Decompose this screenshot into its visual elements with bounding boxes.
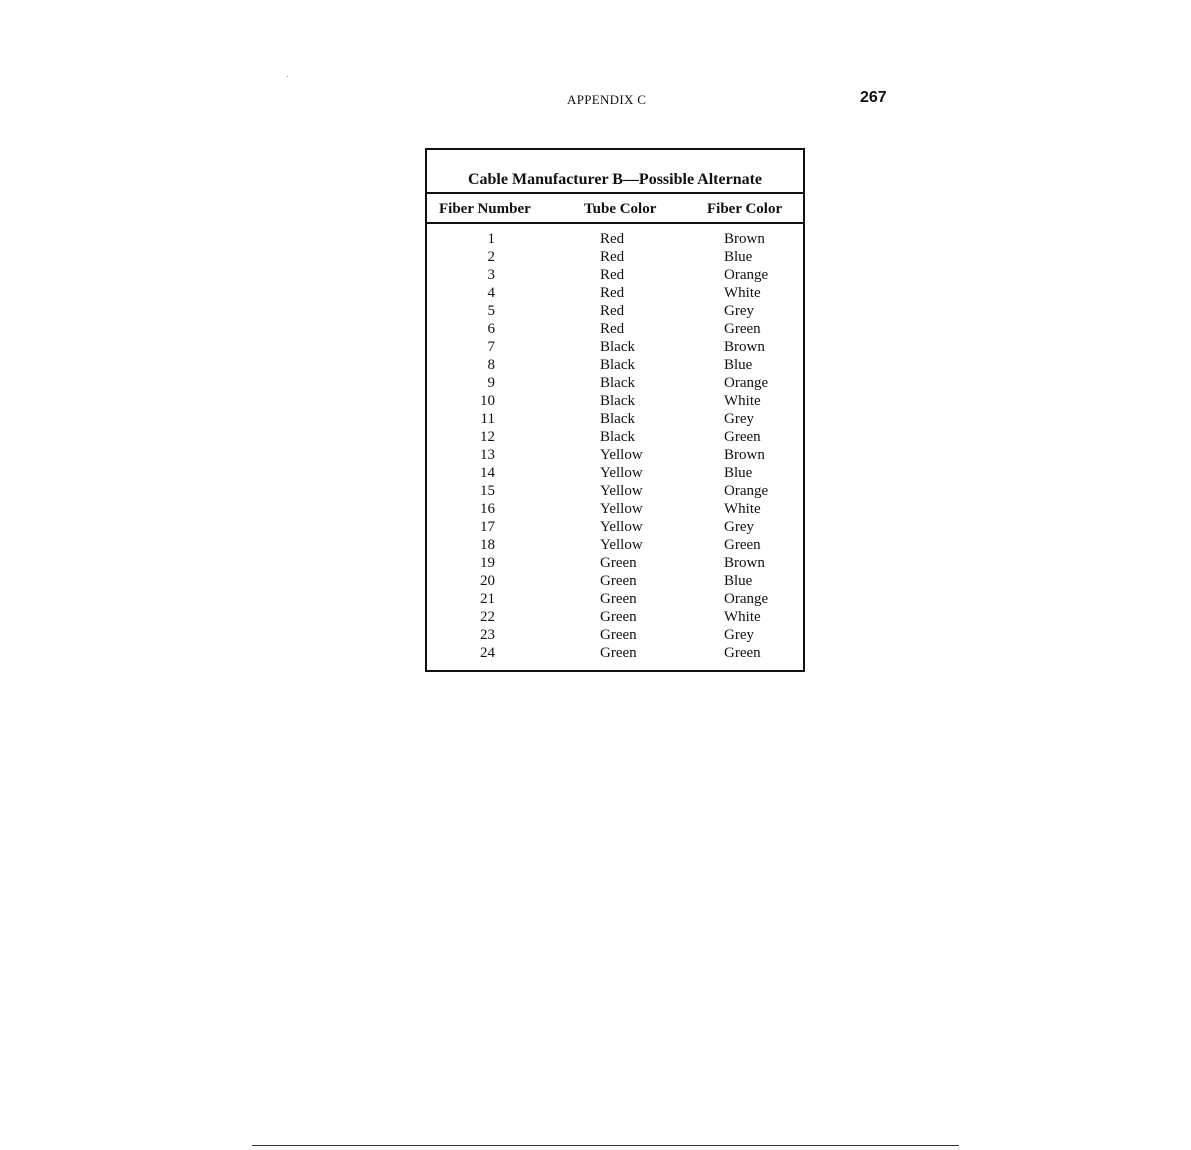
table-row xyxy=(427,446,803,464)
fiber-number-cell: 14 xyxy=(480,465,495,481)
tube-color-cell: Red xyxy=(600,231,625,247)
tube-color-cell: Red xyxy=(600,321,625,337)
table-row xyxy=(427,518,803,536)
table-row xyxy=(427,248,803,266)
table-header-rule xyxy=(427,222,803,224)
table-row xyxy=(427,626,803,644)
table-row xyxy=(427,284,803,302)
fiber-color-cell: Orange xyxy=(724,375,769,391)
fiber-number-cell: 2 xyxy=(487,249,495,265)
fiber-number-cell: 12 xyxy=(480,429,495,445)
fiber-number-cell: 22 xyxy=(480,609,495,625)
tube-color-cell: Green xyxy=(600,627,637,643)
table-title-rule xyxy=(427,192,803,194)
fiber-color-cell: Green xyxy=(724,321,761,337)
tube-color-cell: Yellow xyxy=(600,447,643,463)
page-bottom-rule xyxy=(252,1145,959,1146)
table-row xyxy=(427,608,803,626)
fiber-number-cell: 18 xyxy=(480,537,495,553)
fiber-number-cell: 5 xyxy=(487,303,495,319)
table-row xyxy=(427,464,803,482)
fiber-color-cell: Grey xyxy=(724,303,754,319)
fiber-number-cell: 10 xyxy=(480,393,495,409)
tube-color-cell: Yellow xyxy=(600,465,643,481)
tube-color-cell: Yellow xyxy=(600,483,643,499)
fiber-color-cell: Brown xyxy=(724,339,765,355)
fiber-color-cell: Blue xyxy=(724,465,753,481)
table-row xyxy=(427,554,803,572)
fiber-number-cell: 16 xyxy=(480,501,495,517)
table-row xyxy=(427,410,803,428)
fiber-number-cell: 11 xyxy=(480,411,495,427)
tube-color-cell: Green xyxy=(600,645,637,661)
fiber-number-cell: 23 xyxy=(480,627,495,643)
table-row xyxy=(427,356,803,374)
fiber-number-cell: 15 xyxy=(480,483,495,499)
fiber-color-cell: White xyxy=(724,285,761,301)
page-number: 267 xyxy=(860,89,887,106)
table-row xyxy=(427,482,803,500)
fiber-color-cell: Blue xyxy=(724,357,753,373)
tube-color-cell: Yellow xyxy=(600,537,643,553)
table-row xyxy=(427,500,803,518)
table-row xyxy=(427,320,803,338)
tube-color-cell: Black xyxy=(600,411,635,427)
column-header-fiber-color: Fiber Color xyxy=(707,201,783,217)
fiber-color-cell: Orange xyxy=(724,483,769,499)
table-row xyxy=(427,644,803,662)
fiber-number-cell: 6 xyxy=(487,321,495,337)
table-row xyxy=(427,428,803,446)
tube-color-cell: Green xyxy=(600,591,637,607)
table-title: Cable Manufacturer B—Possible Alternate xyxy=(467,171,763,188)
tube-color-cell: Yellow xyxy=(600,501,643,517)
fiber-color-cell: Brown xyxy=(724,447,765,463)
table-row xyxy=(427,590,803,608)
tube-color-cell: Red xyxy=(600,249,625,265)
fiber-color-cell: Brown xyxy=(724,555,765,571)
fiber-number-cell: 7 xyxy=(487,339,495,355)
tube-color-cell: Red xyxy=(600,285,625,301)
fiber-color-cell: Grey xyxy=(724,519,754,535)
fiber-color-cell: Orange xyxy=(724,591,769,607)
fiber-number-cell: 24 xyxy=(480,645,495,661)
tube-color-cell: Green xyxy=(600,609,637,625)
fiber-number-cell: 4 xyxy=(487,285,495,301)
fiber-number-cell: 19 xyxy=(480,555,495,571)
fiber-color-cell: Blue xyxy=(724,249,753,265)
tube-color-cell: Black xyxy=(600,357,635,373)
tube-color-cell: Black xyxy=(600,339,635,355)
column-header-tube-color: Tube Color xyxy=(584,201,657,217)
fiber-color-table xyxy=(425,148,805,672)
table-row xyxy=(427,266,803,284)
fiber-color-cell: Blue xyxy=(724,573,753,589)
table-row xyxy=(427,572,803,590)
table-row xyxy=(427,536,803,554)
table-body xyxy=(427,230,803,662)
fiber-color-cell: White xyxy=(724,393,761,409)
fiber-number-cell: 20 xyxy=(480,573,495,589)
scan-speck xyxy=(287,76,288,77)
fiber-number-cell: 1 xyxy=(487,231,495,247)
fiber-number-cell: 8 xyxy=(487,357,495,373)
fiber-number-cell: 21 xyxy=(480,591,495,607)
table-row xyxy=(427,230,803,248)
fiber-color-cell: Green xyxy=(724,645,761,661)
fiber-color-cell: Green xyxy=(724,429,761,445)
fiber-number-cell: 13 xyxy=(480,447,495,463)
fiber-number-cell: 17 xyxy=(480,519,495,535)
fiber-number-cell: 9 xyxy=(487,375,495,391)
fiber-color-cell: Green xyxy=(724,537,761,553)
table-row xyxy=(427,338,803,356)
tube-color-cell: Black xyxy=(600,375,635,391)
tube-color-cell: Green xyxy=(600,573,637,589)
fiber-color-cell: Brown xyxy=(724,231,765,247)
fiber-color-cell: White xyxy=(724,609,761,625)
tube-color-cell: Red xyxy=(600,267,625,283)
fiber-color-cell: Grey xyxy=(724,627,754,643)
tube-color-cell: Black xyxy=(600,393,635,409)
tube-color-cell: Green xyxy=(600,555,637,571)
fiber-color-cell: Grey xyxy=(724,411,754,427)
running-head: APPENDIX C xyxy=(567,92,647,107)
fiber-color-cell: Orange xyxy=(724,267,769,283)
fiber-number-cell: 3 xyxy=(487,267,495,283)
tube-color-cell: Black xyxy=(600,429,635,445)
tube-color-cell: Red xyxy=(600,303,625,319)
table-row xyxy=(427,302,803,320)
table-row xyxy=(427,374,803,392)
tube-color-cell: Yellow xyxy=(600,519,643,535)
fiber-color-cell: White xyxy=(724,501,761,517)
column-header-fiber-number: Fiber Number xyxy=(439,201,531,217)
table-row xyxy=(427,392,803,410)
